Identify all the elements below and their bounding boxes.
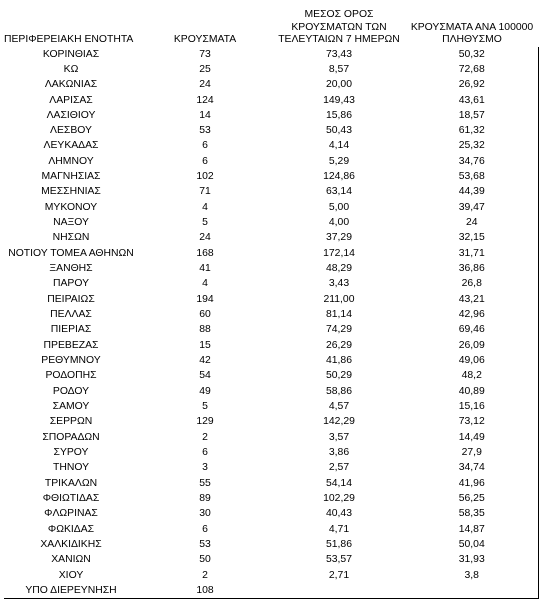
cell-7day-average: 142,29: [323, 416, 355, 428]
column-header-region: ΠΕΡΙΦΕΡΕΙΑΚΗ ΕΝΟΤΗΤΑ: [4, 33, 134, 45]
cell-cases-per-100000: 31,93: [406, 553, 538, 568]
cell-region: ΡΕΘΥΜΝΟΥ: [41, 355, 101, 367]
cell-7day-average: 58,86: [325, 385, 352, 397]
cell-cases: 168: [196, 247, 214, 259]
cell-cases: 30: [199, 508, 211, 520]
cell-cases: 4: [202, 278, 208, 290]
table-row: [4, 507, 538, 522]
cell-cases-per-100000: 15,16: [406, 400, 538, 415]
cell-7day-average: 48,29: [325, 263, 352, 275]
cell-7day-average: 4,71: [328, 523, 350, 535]
cell-region: ΛΕΣΒΟΥ: [50, 125, 92, 137]
table-row: [4, 246, 538, 261]
cell-7day-average: 41,86: [325, 355, 352, 367]
table-row: [4, 277, 538, 292]
cell-cases-per-100000: 36,86: [406, 262, 538, 277]
cell-cases-per-100000: 26,8: [406, 277, 538, 292]
table-row: [4, 476, 538, 491]
cell-cases: 24: [199, 79, 211, 91]
cell-region: ΧΙΟΥ: [58, 569, 84, 581]
cell-cases: 2: [202, 569, 208, 581]
cell-7day-average: 51,86: [325, 539, 352, 551]
cell-region: ΝΑΞΟΥ: [53, 217, 89, 229]
cell-cases-per-100000: 34,74: [406, 461, 538, 476]
cell-region: ΣΕΡΡΩΝ: [49, 416, 93, 428]
table-row: [4, 47, 538, 62]
cell-7day-average: 4,57: [328, 401, 350, 413]
cell-7day-average: 2,71: [328, 569, 350, 581]
table-row: [4, 108, 538, 123]
table-row: [4, 262, 538, 277]
cell-cases-per-100000: 43,61: [406, 93, 538, 108]
cell-cases: 2: [202, 431, 208, 443]
table-header-row: [4, 4, 538, 47]
cell-region: ΛΗΜΝΟΥ: [48, 155, 94, 167]
table-row: [4, 461, 538, 476]
cell-7day-average: 149,43: [323, 94, 355, 106]
cell-cases-per-100000: 31,71: [406, 246, 538, 261]
cell-cases-per-100000: 43,21: [406, 292, 538, 307]
cell-region: ΚΟΡΙΝΘΙΑΣ: [42, 48, 100, 60]
cell-region: ΤΡΙΚΑΛΩΝ: [44, 477, 98, 489]
cell-cases-per-100000: 58,35: [406, 507, 538, 522]
cell-cases-per-100000: 72,68: [406, 62, 538, 77]
table-row: [4, 338, 538, 353]
cell-cases: 4: [202, 201, 208, 213]
table-body: [4, 47, 538, 599]
cell-region: ΡΟΔΟΥ: [52, 385, 90, 397]
cell-cases: 194: [196, 293, 214, 305]
table-row: [4, 93, 538, 108]
cell-cases: 55: [199, 477, 211, 489]
table-row: [4, 568, 538, 583]
cell-region: ΞΑΝΘΗΣ: [49, 263, 93, 275]
cell-region: ΜΑΓΝΗΣΙΑΣ: [41, 171, 101, 183]
cell-cases-per-100000: 42,96: [406, 308, 538, 323]
cell-7day-average: 2,57: [328, 462, 350, 474]
cell-cases-per-100000: 50,32: [406, 47, 538, 62]
cell-region: ΜΕΣΣΗΝΙΑΣ: [41, 186, 101, 198]
cell-region: ΜΥΚΟΝΟΥ: [44, 201, 98, 213]
cell-cases: 53: [199, 125, 211, 137]
table-row: [4, 446, 538, 461]
table-row: [4, 292, 538, 307]
cell-cases-per-100000: 27,9: [406, 446, 538, 461]
cell-cases: 5: [202, 401, 208, 413]
cell-7day-average: 37,29: [325, 232, 352, 244]
cell-region: ΣΑΜΟΥ: [52, 401, 90, 413]
cell-cases-per-100000: 25,32: [406, 139, 538, 154]
cell-cases: 60: [199, 309, 211, 321]
cell-7day-average: 50,29: [325, 370, 352, 382]
cell-region: ΧΑΛΚΙΔΙΚΗΣ: [40, 539, 102, 551]
cell-cases-per-100000: 32,15: [406, 231, 538, 246]
cell-cases: 124: [196, 94, 214, 106]
cell-7day-average: 102,29: [323, 493, 355, 505]
cell-7day-average: 5,00: [328, 201, 350, 213]
cell-cases: 5: [202, 217, 208, 229]
table-row: [4, 216, 538, 231]
column-header-7day-average: ΜΕΣΟΣ ΟΡΟΣ ΚΡΟΥΣΜΑΤΩΝ ΤΩΝ ΤΕΛΕΥΤΑΙΩΝ 7 ΗΜΕΡΩΝ: [278, 9, 400, 45]
cell-cases-per-100000: 26,92: [406, 78, 538, 93]
cell-7day-average: 3,86: [328, 447, 350, 459]
cell-cases-per-100000: 40,89: [406, 384, 538, 399]
cell-region: ΦΘΙΩΤΙΔΑΣ: [42, 493, 100, 505]
cell-region: ΣΠΟΡΑΔΩΝ: [42, 431, 100, 443]
cell-cases: 102: [196, 171, 214, 183]
column-header-cases: ΚΡΟΥΣΜΑΤΑ: [173, 33, 237, 45]
column-header-cases-per-100000: ΚΡΟΥΣΜΑΤΑ ΑΝΑ 100000 ΠΛΗΘΥΣΜΟ: [410, 21, 534, 45]
cell-7day-average: 63,14: [325, 186, 352, 198]
cell-7day-average: 124,86: [323, 171, 355, 183]
cell-cases: 6: [202, 140, 208, 152]
cell-region: ΛΕΥΚΑΔΑΣ: [43, 140, 99, 152]
cell-7day-average: 4,14: [328, 140, 350, 152]
table-row: [4, 185, 538, 200]
cell-region: ΠΑΡΟΥ: [52, 278, 90, 290]
cell-cases-per-100000: 48,2: [406, 369, 538, 384]
table-row: [4, 354, 538, 369]
table-row: [4, 200, 538, 215]
cell-cases-per-100000: 26,09: [406, 338, 538, 353]
cell-cases: 71: [199, 186, 211, 198]
cell-cases: 14: [199, 109, 211, 121]
cell-region: ΤΗΝΟΥ: [52, 462, 90, 474]
table-row: [4, 231, 538, 246]
cell-region: ΛΑΚΩΝΙΑΣ: [44, 79, 98, 91]
cell-cases: 54: [199, 370, 211, 382]
cell-region: ΡΟΔΟΠΗΣ: [45, 370, 97, 382]
cell-cases-per-100000: 73,12: [406, 415, 538, 430]
cell-cases-per-100000: 14,87: [406, 522, 538, 537]
table-row: [4, 492, 538, 507]
cell-cases-per-100000: 53,68: [406, 170, 538, 185]
cell-cases-per-100000: 39,47: [406, 200, 538, 215]
cell-cases: 6: [202, 523, 208, 535]
table-row: [4, 369, 538, 384]
cell-cases: 24: [199, 232, 211, 244]
table-row: [4, 308, 538, 323]
cell-region: ΚΩ: [63, 63, 79, 75]
cell-cases-per-100000: 24: [406, 216, 538, 231]
cell-region: ΠΙΕΡΙΑΣ: [50, 324, 92, 336]
cell-cases-per-100000: 61,32: [406, 124, 538, 139]
cell-cases-per-100000: 18,57: [406, 108, 538, 123]
cell-7day-average: 73,43: [325, 48, 352, 60]
cell-7day-average: 54,14: [325, 477, 352, 489]
cell-7day-average: 3,57: [328, 431, 350, 443]
table-row: [4, 139, 538, 154]
cell-7day-average: 40,43: [325, 508, 352, 520]
cell-cases: 15: [199, 339, 211, 351]
cell-region: ΝΗΣΩΝ: [52, 232, 90, 244]
cell-cases: 41: [199, 263, 211, 275]
table-row: [4, 538, 538, 553]
cell-cases: 3: [202, 462, 208, 474]
cases-table: [4, 4, 539, 599]
table-row: [4, 323, 538, 338]
table-row: [4, 384, 538, 399]
table-row: [4, 62, 538, 77]
cell-region: ΦΩΚΙΔΑΣ: [47, 523, 95, 535]
cell-region: ΠΕΛΛΑΣ: [50, 309, 92, 321]
cell-7day-average: 8,57: [328, 63, 350, 75]
cell-region: ΛΑΣΙΘΙΟΥ: [46, 109, 96, 121]
cell-7day-average: 4,00: [328, 217, 350, 229]
cell-cases: 88: [199, 324, 211, 336]
cell-7day-average: 26,29: [325, 339, 352, 351]
cell-cases: 53: [199, 539, 211, 551]
cell-cases-per-100000: 49,06: [406, 354, 538, 369]
cell-7day-average: 5,29: [328, 155, 350, 167]
cell-cases: 129: [196, 416, 214, 428]
table-row: [4, 78, 538, 93]
cell-region: ΧΑΝΙΩΝ: [51, 554, 91, 566]
cell-region: ΝΟΤΙΟΥ ΤΟΜΕΑ ΑΘΗΝΩΝ: [8, 247, 134, 259]
cell-cases-per-100000: 56,25: [406, 492, 538, 507]
cell-region: ΦΛΩΡΙΝΑΣ: [44, 508, 98, 520]
cell-region: ΥΠΟ ΔΙΕΡΕΥΝΗΣΗ: [4, 583, 138, 598]
cell-7day-average: 20,00: [325, 79, 352, 91]
cell-cases-per-100000: 41,96: [406, 476, 538, 491]
cell-cases-per-100000: 14,49: [406, 430, 538, 445]
cell-cases-per-100000: 34,76: [406, 154, 538, 169]
cell-cases: 42: [199, 355, 211, 367]
table-row: [4, 124, 538, 139]
cell-cases: 49: [199, 385, 211, 397]
cell-cases-per-100000: 44,39: [406, 185, 538, 200]
cell-cases: 73: [199, 48, 211, 60]
table-row: [4, 553, 538, 568]
cell-7day-average: 53,57: [325, 554, 352, 566]
cell-cases: 6: [202, 447, 208, 459]
cell-cases-per-100000: 50,04: [406, 538, 538, 553]
table-row: [4, 170, 538, 185]
table-row: [4, 430, 538, 445]
cell-7day-average: 172,14: [323, 247, 355, 259]
cell-7day-average: 211,00: [323, 293, 355, 305]
cell-region: ΠΕΙΡΑΙΩΣ: [47, 293, 95, 305]
cell-cases-per-100000: 3,8: [406, 568, 538, 583]
cell-cases-per-100000: 69,46: [406, 323, 538, 338]
cell-cases: 89: [199, 493, 211, 505]
cell-region: ΠΡΕΒΕΖΑΣ: [43, 339, 99, 351]
cell-7day-average: 81,14: [325, 309, 352, 321]
cell-cases: 50: [199, 554, 211, 566]
cell-7day-average: 3,43: [328, 278, 350, 290]
table-row: [4, 154, 538, 169]
cell-cases: 25: [199, 63, 211, 75]
cell-cases: 108: [138, 583, 272, 598]
table-row: [4, 400, 538, 415]
cell-7day-average: 50,43: [325, 125, 352, 137]
cell-7day-average: 15,86: [325, 109, 352, 121]
cell-7day-average: 74,29: [325, 324, 352, 336]
table-row: [4, 415, 538, 430]
cell-cases: 6: [202, 155, 208, 167]
cell-region: ΣΥΡΟΥ: [53, 447, 89, 459]
table-row: [4, 522, 538, 537]
cell-region: ΛΑΡΙΣΑΣ: [49, 94, 93, 106]
